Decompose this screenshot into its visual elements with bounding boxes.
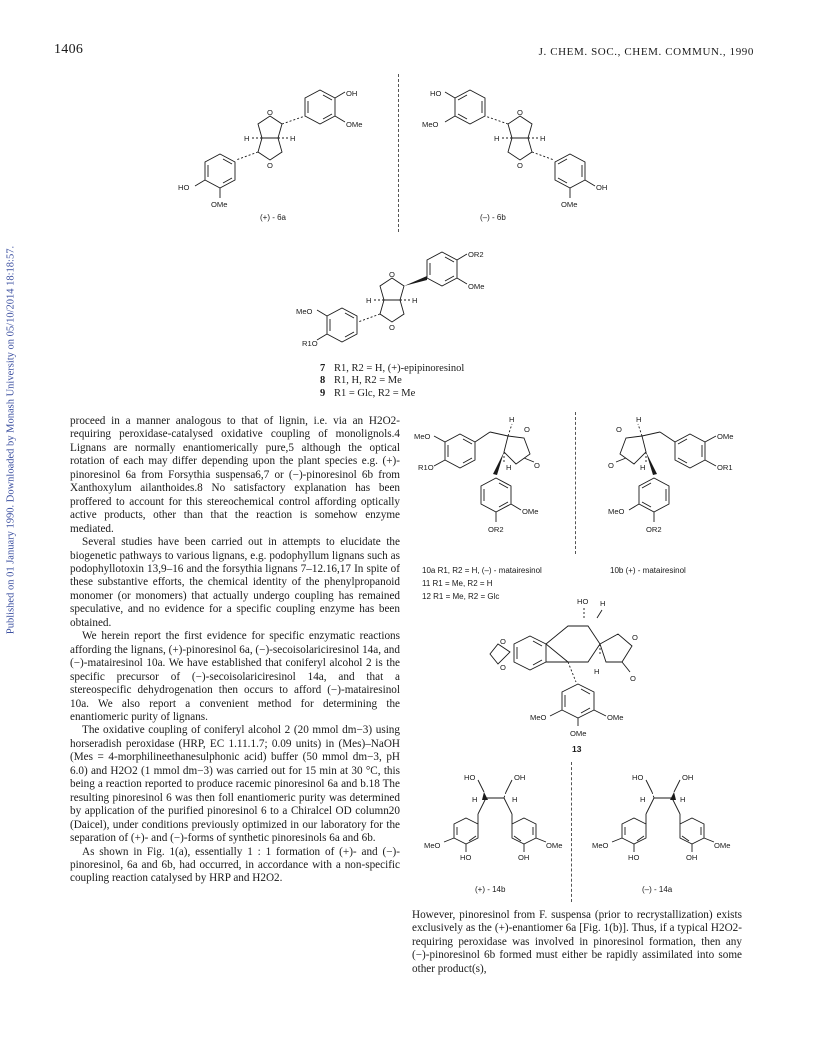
svg-text:OR2: OR2 <box>468 250 484 259</box>
svg-text:OMe: OMe <box>714 841 731 850</box>
left-para-4: The oxidative coupling of coniferyl alcohol 2 (20 mmol dm−3) using horseradish peroxidase (HRP, EC 1.11.1.7; 0.09 units) in (Mes)–NaOH (Mes = 4-morphilineethanesulphonic acid) buffer (50 mmol dm−3, pH 6.0) and H2O2 (1 mmol dm−3) was carried out for 15 min at 30 °C, this being a reaction reported to produce racemic pinoresinol 6a and b.18 The resulting pinoresinol 6 was then foll enantiomeric purity was determined by application of the purified pinoresinol 6 to a Chiralcel OD column20 (Daicel), under conditions previously optimized in our laboratory for the separation of (+)- and (−)-forms of synthetic pinoresinols 6a and 6b. <box>70 724 400 845</box>
caption-12: 12 R1 = Me, R2 = Glc <box>422 592 500 601</box>
compound-9-text: R1 = Glc, R2 = Me <box>334 387 416 399</box>
svg-text:OMe: OMe <box>522 507 539 516</box>
svg-text:O: O <box>534 461 540 470</box>
left-para-1: proceed in a manner analogous to that of lignin, i.e. via an H2O2-requiring peroxidase-catalysed oxidative coupling of monolignols.4 Lignans are normally enantiomerically pure,5 although the optical rotation of each may differ depending upon the plant species e.g. (+)-pinoresinol 6a from Forsythia suspensa6,7 or (−)-pinoresinol 6b from Xanthoxylum ailanthoides.8 No satisfactory explanation has been proffered to account for this stereochemical control affording optically active products, other than that the reaction is somehow enzyme mediated. <box>70 415 400 535</box>
svg-text:MeO: MeO <box>296 307 313 316</box>
compound-7-text: R1, R2 = H, (+)-epipinoresinol <box>334 363 465 374</box>
svg-text:(–) - 6b: (–) - 6b <box>480 213 506 222</box>
svg-text:OMe: OMe <box>468 282 485 291</box>
compound-list <box>320 363 464 400</box>
structure-7-9 <box>296 240 512 360</box>
svg-text:H: H <box>244 134 250 143</box>
svg-text:13: 13 <box>572 744 582 754</box>
svg-text:O: O <box>389 270 395 279</box>
svg-text:MeO: MeO <box>424 841 441 850</box>
download-watermark: Published on 01 January 1990. Downloaded by Monash University on 05/10/2014 18:18:57. <box>5 245 17 635</box>
compound-8-text: R1, H, R2 = Me <box>334 375 402 387</box>
page-number: 1406 <box>54 42 84 57</box>
svg-text:MeO: MeO <box>414 432 431 441</box>
svg-text:OMe: OMe <box>561 200 578 209</box>
svg-text:O: O <box>500 663 506 672</box>
structure-6b <box>420 78 620 228</box>
right-text-column <box>412 909 742 976</box>
right-para-1: However, pinoresinol from F. suspensa (prior to recrystallization) exists exclusively as the (+)-enantiomer 6a [Fig. 1(b)]. Thus, if a typical H2O2-requiring peroxidase was involved in pinoresinol formation, then any (−)-pinoresinol 6b formed must either be rapidly assimilated into some other product(s), <box>412 909 742 975</box>
svg-text:OH: OH <box>518 853 530 862</box>
svg-text:OH: OH <box>514 773 526 782</box>
svg-text:R1O: R1O <box>418 463 434 472</box>
svg-text:H: H <box>600 599 606 608</box>
divider-14b-14a <box>571 762 572 902</box>
svg-text:O: O <box>500 637 506 646</box>
svg-text:H: H <box>472 795 478 804</box>
structure-6a <box>178 78 390 228</box>
svg-text:H: H <box>640 795 646 804</box>
divider-10a-10b <box>575 412 576 554</box>
svg-text:O: O <box>267 161 273 170</box>
svg-text:H: H <box>494 134 500 143</box>
svg-text:HO: HO <box>628 853 640 862</box>
svg-text:H: H <box>366 296 372 305</box>
svg-text:HO: HO <box>464 773 476 782</box>
svg-text:H: H <box>512 795 518 804</box>
svg-text:H: H <box>412 296 418 305</box>
left-para-2: Several studies have been carried out in attempts to elucidate the biogenetic pathways to various lignans, e.g. podophyllum lignans such as podophyllotoxin 13,9–16 and the forsythia lignans 7–12.16,17 In spite of these substantive efforts, the chemical identity of the phenylpropanoid monomer (or monomers) that actually undergo coupling has remained speculative, and no evidence for a specific coupling enzyme has been obtained. <box>70 536 400 629</box>
svg-text:MeO: MeO <box>422 120 439 129</box>
svg-text:O: O <box>267 108 273 117</box>
svg-text:O: O <box>608 461 614 470</box>
compound-7-number: 7 <box>320 363 326 374</box>
svg-text:(+) - 6a: (+) - 6a <box>260 213 287 222</box>
svg-text:H: H <box>636 415 642 424</box>
svg-text:OR2: OR2 <box>488 525 504 534</box>
svg-text:H: H <box>506 463 512 472</box>
svg-text:MeO: MeO <box>530 713 547 722</box>
left-para-3: We herein report the first evidence for specific enzymatic reactions affording the lignans, (+)-pinoresinol 6a, (−)-secoisolariciresinol 14a, and (−)-matairesinol 10a. We have established that coniferyl alcohol 2 is the specific precursor of (−)-secoisolariciresinol 14a, and that a stereospecific dehydrogenation then occurs to afford (−)-matairesinol 10a. We also report a convenient method for determining the enantiomeric purity of lignans. <box>70 630 400 723</box>
svg-text:O: O <box>389 323 395 332</box>
svg-text:HO: HO <box>178 183 190 192</box>
caption-10b: 10b (+) - matairesinol <box>610 566 686 575</box>
svg-text:H: H <box>680 795 686 804</box>
svg-text:H: H <box>594 667 600 676</box>
structure-13 <box>480 588 680 758</box>
svg-text:OMe: OMe <box>346 120 363 129</box>
svg-text:H: H <box>509 415 515 424</box>
svg-text:O: O <box>517 161 523 170</box>
structure-14a <box>588 762 738 902</box>
svg-text:MeO: MeO <box>608 507 625 516</box>
svg-text:O: O <box>517 108 523 117</box>
divider-6a-6b <box>398 74 399 232</box>
svg-text:OH: OH <box>682 773 694 782</box>
svg-text:HO: HO <box>430 89 442 98</box>
left-text-column <box>70 415 400 886</box>
svg-text:R1O: R1O <box>302 339 318 348</box>
caption-10a: 10a R1, R2 = H, (–) - matairesinol <box>422 566 542 575</box>
structure-10a <box>414 412 570 552</box>
svg-text:H: H <box>640 463 646 472</box>
svg-text:HO: HO <box>577 597 589 606</box>
svg-text:O: O <box>524 425 530 434</box>
svg-text:OH: OH <box>346 89 358 98</box>
svg-text:OH: OH <box>596 183 608 192</box>
svg-text:OMe: OMe <box>546 841 563 850</box>
structure-14b <box>420 762 570 902</box>
svg-text:OMe: OMe <box>211 200 228 209</box>
caption-11: 11 R1 = Me, R2 = H <box>422 579 493 588</box>
compound-8-number: 8 <box>320 375 326 387</box>
svg-text:MeO: MeO <box>592 841 609 850</box>
svg-text:OR1: OR1 <box>717 463 733 472</box>
compound-9-number: 9 <box>320 387 326 399</box>
svg-text:OMe: OMe <box>717 432 734 441</box>
svg-text:H: H <box>540 134 546 143</box>
svg-text:OMe: OMe <box>607 713 624 722</box>
svg-text:OH: OH <box>686 853 698 862</box>
svg-text:O: O <box>630 674 636 683</box>
svg-text:OR2: OR2 <box>646 525 662 534</box>
svg-text:O: O <box>632 633 638 642</box>
svg-text:O: O <box>616 425 622 434</box>
svg-text:H: H <box>290 134 296 143</box>
svg-text:HO: HO <box>632 773 644 782</box>
caption-14b: (+) - 14b <box>475 885 506 894</box>
structure-10b <box>590 412 740 552</box>
left-para-5: As shown in Fig. 1(a), essentially 1 : 1 formation of (+)- and (−)-pinoresinol, 6a and 6b, had occurred, in accordance with a non-specific coupling reaction catalysed by HRP and H2O2. <box>70 845 400 885</box>
journal-header: J. CHEM. SOC., CHEM. COMMUN., 1990 <box>538 46 754 58</box>
svg-text:HO: HO <box>460 853 472 862</box>
svg-text:OMe: OMe <box>570 729 587 738</box>
caption-14a: (–) - 14a <box>642 885 673 894</box>
